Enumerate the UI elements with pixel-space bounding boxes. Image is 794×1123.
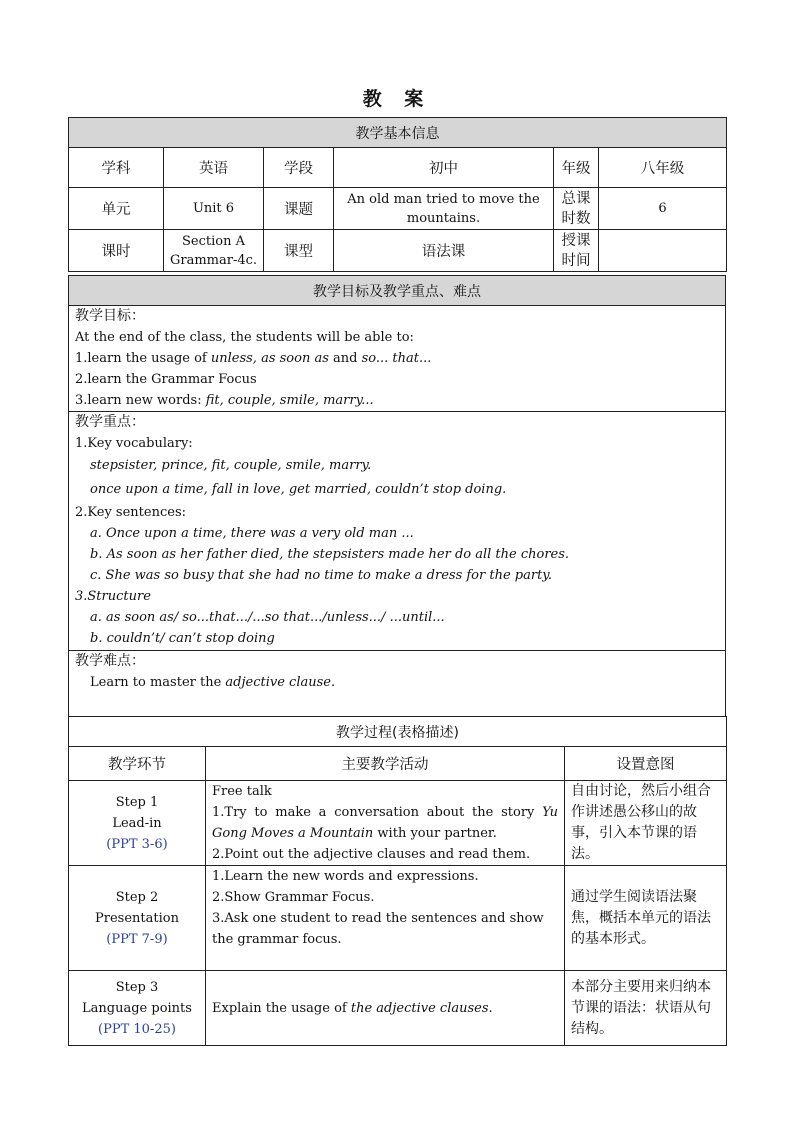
type-value: 语法课	[334, 230, 554, 272]
step2-activity-2: 2.Show Grammar Focus.	[212, 890, 375, 905]
structure-label: 3.Structure	[75, 589, 151, 604]
key-sentence-c: c. She was so busy that she had no time to make a dress for the party.	[90, 568, 553, 583]
period-value-2: Grammar-4c.	[169, 252, 258, 268]
step1-activity-3: 2.Point out the adjective clauses and read them.	[212, 847, 531, 862]
topic-value: An old man tried to move the mountains.	[334, 188, 554, 230]
basic-info-table	[68, 117, 727, 272]
process-header: 教学过程(表格描述)	[69, 717, 727, 747]
total-hours-label-1: 总课	[561, 190, 591, 207]
step1-activity-1: Free talk	[212, 784, 272, 799]
key-vocab-1: stepsister, prince, fit, couple, smile, marry.	[90, 458, 372, 473]
step3-ppt: (PPT 10-25)	[98, 1021, 176, 1037]
objectives-label: 教学目标：	[75, 308, 145, 324]
step2-number: Step 2	[115, 889, 159, 905]
period-value-1: Section A	[182, 233, 245, 249]
structure-b: b. couldn’t/ can’t stop doing	[90, 631, 275, 646]
total-hours-value: 6	[599, 188, 727, 230]
key-sentence-b: b. As soon as her father died, the stepsisters made her do all the chores.	[90, 547, 570, 562]
step2-name: Presentation	[95, 910, 179, 926]
table-row	[69, 781, 727, 866]
teach-time-value	[599, 230, 727, 272]
goals-header: 教学目标及教学重点、难点	[69, 276, 726, 306]
period-label: 课时	[69, 230, 164, 272]
key-vocab-2: once upon a time, fall in love, get married, couldn’t stop doing.	[90, 482, 507, 497]
step3-activity: Explain the usage of the adjective clauses.	[206, 971, 565, 1046]
step2-intent: 通过学生阅读语法聚焦，概括本单元的语法的基本形式。	[565, 866, 727, 971]
total-hours-label-2: 时数	[561, 210, 591, 227]
step3-number: Step 3	[115, 979, 159, 995]
objectives-intro: At the end of the class, the students will be able to:	[75, 330, 414, 345]
topic-label: 课题	[264, 188, 334, 230]
basic-info-header: 教学基本信息	[69, 118, 727, 148]
document-title: 教 案	[362, 88, 432, 110]
col-activity: 主要教学活动	[206, 747, 565, 781]
key-vocab-label: 1.Key vocabulary:	[75, 436, 193, 451]
step3-intent: 本部分主要用来归纳本节课的语法：状语从句结构。	[565, 971, 727, 1046]
table-row	[69, 866, 727, 971]
teach-time-label-1: 授课	[561, 232, 591, 249]
col-intent: 设置意图	[565, 747, 727, 781]
stage-label: 学段	[264, 148, 334, 188]
difficulty-label: 教学难点：	[75, 653, 145, 669]
key-points-label: 教学重点：	[75, 414, 145, 430]
type-label: 课型	[264, 230, 334, 272]
difficulty-text: Learn to master the adjective clause.	[90, 675, 336, 690]
step1-activity-2: 1.Try to make a conversation about the story Yu Gong Moves a Mountain with your partner.	[212, 805, 558, 841]
structure-a: a. as soon as/ so...that.../...so that.../unless.../ ...until...	[90, 610, 445, 625]
objective-3: 3.learn new words: fit, couple, smile, marry...	[75, 393, 374, 408]
subject-value: 英语	[164, 148, 264, 188]
step1-name: Lead-in	[112, 815, 162, 831]
goals-table	[68, 275, 726, 718]
step1-ppt: (PPT 3-6)	[106, 836, 168, 852]
col-stage: 教学环节	[69, 747, 206, 781]
grade-label: 年级	[554, 148, 599, 188]
key-sentences-label: 2.Key sentences:	[75, 505, 186, 520]
step2-activity-1: 1.Learn the new words and expressions.	[212, 869, 479, 884]
unit-value: Unit 6	[164, 188, 264, 230]
objective-1: 1.learn the usage of unless, as soon as and so... that...	[75, 351, 432, 366]
step2-activity-3: 3.Ask one student to read the sentences and show the grammar focus.	[212, 911, 544, 947]
table-row	[69, 971, 727, 1046]
step1-number: Step 1	[115, 794, 159, 810]
subject-label: 学科	[69, 148, 164, 188]
unit-label: 单元	[69, 188, 164, 230]
teach-time-label-2: 时间	[561, 252, 591, 269]
step2-ppt: (PPT 7-9)	[106, 931, 168, 947]
step1-intent: 自由讨论，然后小组合作讲述愚公移山的故事，引入本节课的语法。	[565, 781, 727, 866]
stage-value: 初中	[334, 148, 554, 188]
grade-value: 八年级	[599, 148, 727, 188]
process-table	[68, 716, 727, 1046]
step3-name: Language points	[82, 1000, 192, 1016]
objective-2: 2.learn the Grammar Focus	[75, 372, 257, 387]
key-sentence-a: a. Once upon a time, there was a very old man ...	[90, 526, 414, 541]
